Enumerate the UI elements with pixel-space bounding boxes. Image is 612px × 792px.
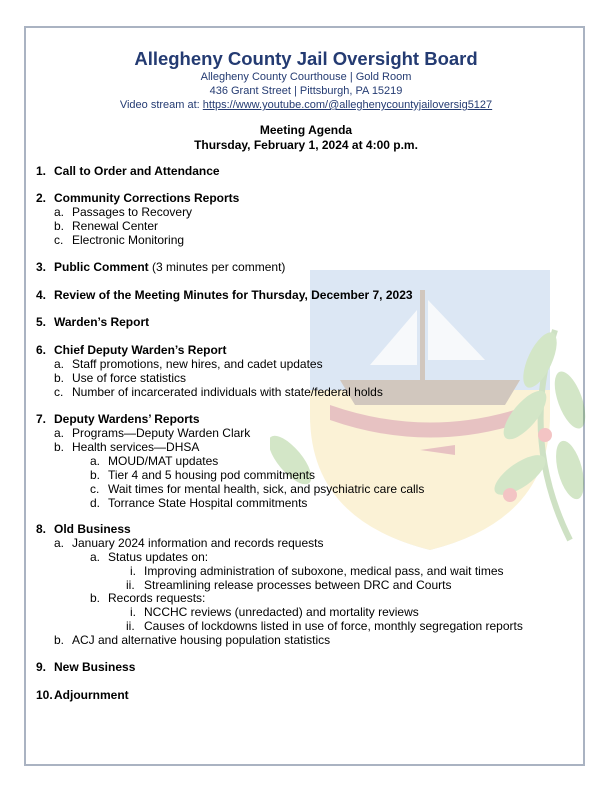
roman-numeral: i. <box>130 605 136 619</box>
item-number: 9. <box>36 660 47 674</box>
stream-link[interactable]: https://www.youtube.com/@alleghenycountyjailoversig5127 <box>202 99 493 111</box>
sub-item-letter: b. <box>54 371 65 385</box>
item-number: 1. <box>36 164 47 178</box>
sub-sub-item-text: Tier 4 and 5 housing pod commitments <box>108 468 315 482</box>
sub-item-letter: a. <box>54 536 65 550</box>
item-title: Deputy Wardens’ Reports <box>54 412 200 426</box>
sub-item-letter: b. <box>54 219 65 233</box>
item-number: 7. <box>36 412 47 426</box>
meeting-datetime: Thursday, February 1, 2024 at 4:00 p.m. <box>194 138 418 152</box>
item-title: Call to Order and Attendance <box>54 164 220 178</box>
sub-sub-item-letter: b. <box>90 468 101 482</box>
stream-label: Video stream at: <box>119 99 203 111</box>
item-title: New Business <box>54 660 136 674</box>
sub-sub-sub-item-text: NCCHC reviews (unredacted) and mortality reviews <box>144 605 419 619</box>
sub-item-text: Use of force statistics <box>72 371 187 385</box>
sub-sub-item-text: Status updates on: <box>108 550 209 564</box>
sub-sub-item-letter: a. <box>90 550 101 564</box>
item-number: 5. <box>36 315 47 329</box>
sub-item-letter: a. <box>54 205 65 219</box>
item-number: 6. <box>36 343 47 357</box>
sub-item-text: Staff promotions, new hires, and cadet updates <box>72 357 323 371</box>
sub-sub-item-letter: b. <box>90 591 101 605</box>
sub-sub-item-letter: a. <box>90 454 101 468</box>
item-number: 2. <box>36 191 47 205</box>
sub-item-letter: b. <box>54 440 65 454</box>
agenda-heading: Meeting Agenda <box>259 123 353 137</box>
sub-sub-item-text: Records requests: <box>108 591 206 605</box>
sub-item-text: Number of incarcerated individuals with state/federal holds <box>72 385 383 399</box>
board-title: Allegheny County Jail Oversight Board <box>134 48 478 69</box>
item-title: Warden’s Report <box>54 315 150 329</box>
sub-item-letter: b. <box>54 633 65 647</box>
sub-item-text: ACJ and alternative housing population statistics <box>72 633 331 647</box>
sub-item-text: Renewal Center <box>72 219 159 233</box>
item-title: Review of the Meeting Minutes for Thursday, December 7, 2023 <box>54 288 413 302</box>
sub-sub-sub-item-text: Streamlining release processes between DRC and Courts <box>144 578 452 592</box>
sub-item-text: January 2024 information and records requests <box>72 536 324 550</box>
roman-numeral: ii. <box>126 578 135 592</box>
item-title: Community Corrections Reports <box>54 191 240 205</box>
sub-item-text: Health services—DHSA <box>72 440 200 454</box>
item-number: 3. <box>36 260 47 274</box>
sub-item-letter: c. <box>54 233 64 247</box>
stream-line <box>0 98 612 112</box>
sub-sub-item-letter: d. <box>90 496 101 510</box>
roman-numeral: i. <box>130 564 136 578</box>
sub-item-letter: c. <box>54 385 64 399</box>
sub-sub-item-text: Torrance State Hospital commitments <box>108 496 308 510</box>
sub-item-text: Programs—Deputy Warden Clark <box>72 426 251 440</box>
sub-sub-item-text: Wait times for mental health, sick, and psychiatric care calls <box>108 482 425 496</box>
sub-sub-sub-item-text: Causes of lockdowns listed in use of force, monthly segregation reports <box>144 619 523 633</box>
item-title: Old Business <box>54 522 131 536</box>
sub-sub-item-text: MOUD/MAT updates <box>108 454 219 468</box>
item-number: 8. <box>36 522 47 536</box>
item-number: 10. <box>36 688 53 702</box>
address-line: 436 Grant Street | Pittsburgh, PA 15219 <box>209 85 403 97</box>
item-title: Public Comment <box>54 260 149 274</box>
sub-sub-sub-item-text: Improving administration of suboxone, medical pass, and wait times <box>144 564 504 578</box>
item-title: Chief Deputy Warden’s Report <box>54 343 227 357</box>
sub-item-text: Passages to Recovery <box>72 205 193 219</box>
item-number: 4. <box>36 288 47 302</box>
sub-item-letter: a. <box>54 357 65 371</box>
location-line: Allegheny County Courthouse | Gold Room <box>200 71 412 83</box>
item-note: (3 minutes per comment) <box>148 260 286 274</box>
item-title: Adjournment <box>54 688 129 702</box>
sub-sub-item-letter: c. <box>90 482 100 496</box>
sub-item-text: Electronic Monitoring <box>72 233 185 247</box>
sub-item-letter: a. <box>54 426 65 440</box>
roman-numeral: ii. <box>126 619 135 633</box>
